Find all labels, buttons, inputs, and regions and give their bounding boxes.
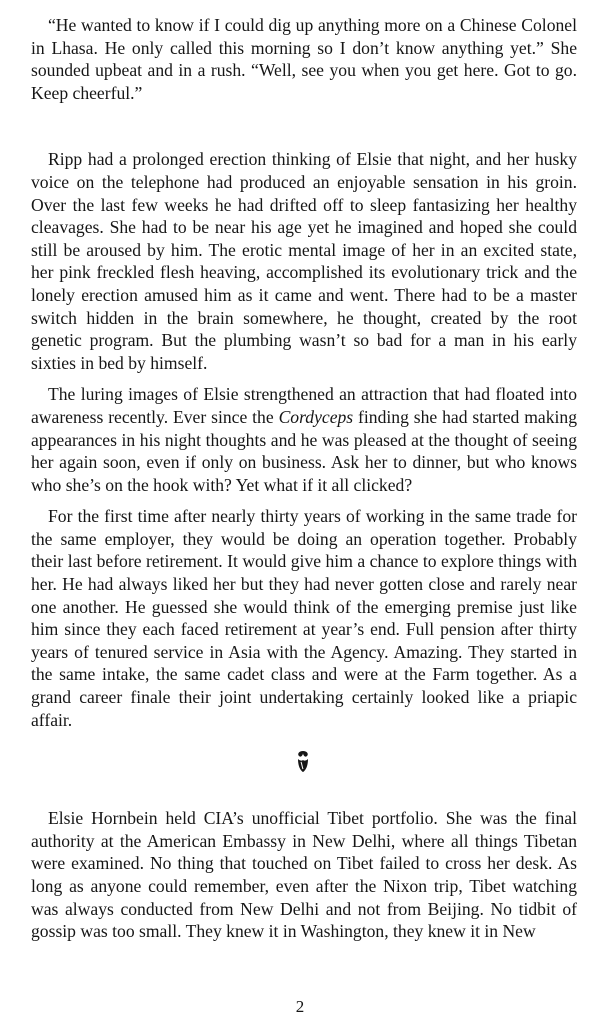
paragraph-luring-images [31,383,577,496]
fleuron-ornament-icon [292,749,314,773]
text-segment: finding she had started making appearances in his night thoughts and he was pleased at the thought of seeing her again soon, even if only on business. Ask her to dinner, but who knows who she’s on the hook with? Yet what if it all clicked? [31,406,577,495]
italic-term: Cordyceps [278,406,354,427]
text-segment: The luring images of Elsie strengthened an attraction that had floated into awareness recently. Ever since the [31,384,577,427]
paragraph-elsie-hornbein: Elsie Hornbein held CIA’s unofficial Tibet portfolio. She was the final authority at the American Embassy in New Delhi, where all things Tibetan were examined. No thing that touched on Tibet failed to cross her desk. As long as anyone could remember, even after the Nixon trip, Tibet watching was always conducted from New Delhi and not from Beijing. No tidbit of gossip was too small. They knew it in Washington, they knew it in New [31,808,577,942]
paragraph-first-time: For the first time after nearly thirty years of working in the same trade for the same employer, they would be doing an operation together. Probably their last before retirement. It would give him a chance to explore things with her. He had always liked her but they had never gotten close and rarely near one another. He guessed she would think of the emerging premise just like him since they each faced retirement at year’s end. Full pension after thirty years of tenured service in Asia with the Agency. Amazing. They started in the same intake, the same cadet class and were at the Farm together. As a grand career finale their joint undertaking certainly looked like a priapic affair. [31,506,577,730]
section-break [31,731,577,807]
paragraph-dialogue: “He wanted to know if I could dig up anything more on a Chinese Colonel in Lhasa. He only called this morning so I don’t know anything yet.” She sounded upbeat and in a rush. “Well, see you when you get here. Got to go. Keep cheerful.” [31,15,577,103]
scene-spacing [31,104,577,148]
book-page [31,14,577,943]
page-number: 2 [295,997,305,1016]
paragraph-ripp-night: Ripp had a prolonged erection thinking of Elsie that night, and her husky voice on the telephone had produced an enjoyable sensation in his groin. Over the last few weeks he had drifted off to sleep fantasizing her healthy cleavages. She had to be near his age yet he imagined and hoped she could still be aroused by him. The erotic mental image of her in an excited state, her pink freckled flesh heaving, accomplished its evolutionary trick and the lonely erection amused him as it came and went. There had to be a master switch hidden in the brain somewhere, he thought, created by the root genetic program. But the plumbing wasn’t so bad for a man in his early sixties in bed by himself. [31,149,577,373]
